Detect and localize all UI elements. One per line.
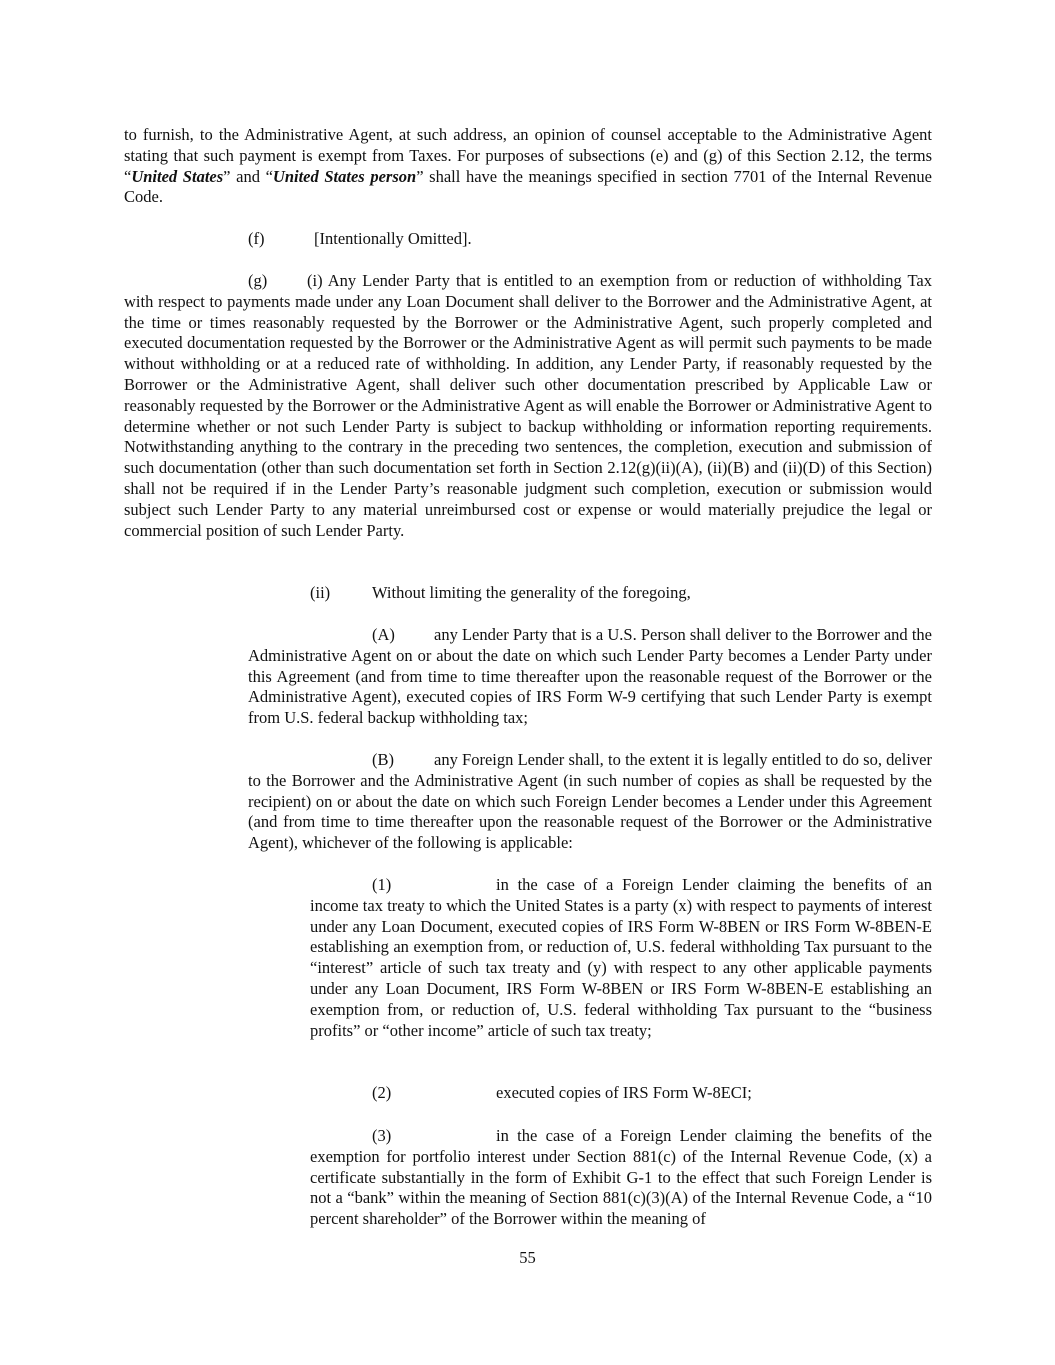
defined-term-united-states-person: United States person: [272, 166, 417, 186]
paragraph-3-label: (3): [372, 1126, 392, 1145]
paragraph-b-text: any Foreign Lender shall, to the extent it is legally entitled to do so, deliver to the Borrower and the Administrative Agent (in such number of copies as shall be requested by the recipient) on or about the date on which such Foreign Lender becomes a Lender under this Agreement (and from time to time thereafter upon the reasonable request of the Borrower or the Administrative Agent), whichever of the following is applicable:: [248, 750, 932, 853]
paragraph-ii: [124, 583, 932, 604]
paragraph-1: [310, 875, 932, 1041]
paragraph-f-label: (f): [248, 229, 265, 248]
paragraph-1-text: in the case of a Foreign Lender claiming the benefits of an income tax treaty to which the United States is a party (x) with respect to payments of interest under any Loan Document, executed copies of IRS Form W-8BEN or IRS Form W-8BEN-E establishing an exemption from, or reduction of, U.S. federal withholding Tax pursuant to the “interest” article of such tax treaty and (y) with respect to any other applicable payments under any Loan Document, IRS Form W-8BEN or IRS Form W-8BEN-E establishing an exemption from, or reduction of, U.S. federal withholding Tax pursuant to the “business profits” or “other income” article of such tax treaty;: [310, 875, 932, 1040]
paragraph-3-text: in the case of a Foreign Lender claiming the benefits of the exemption for portfolio interest under Section 881(c) of the Internal Revenue Code, (x) a certificate substantially in the form of Exhibit G-1 to the effect that such Foreign Lender is not a “bank” within the meaning of Section 881(c)(3)(A) of the Internal Revenue Code, a “10 percent shareholder” of the Borrower within the meaning of: [310, 1126, 932, 1229]
paragraph-2-label: (2): [372, 1083, 392, 1102]
paragraph-g-label: (g): [248, 271, 268, 290]
paragraph-b: [248, 750, 932, 854]
paragraph-g: [124, 271, 932, 541]
paragraph-f-text: [Intentionally Omitted].: [314, 229, 472, 248]
paragraph-intro-text-3: ” shall have the meanings specified in section 7701 of the Internal Revenue Code.: [124, 166, 932, 207]
page-number: 55: [519, 1248, 536, 1267]
paragraph-a-label: (A): [372, 625, 395, 644]
paragraph-1-label: (1): [372, 875, 392, 894]
paragraph-ii-text: Without limiting the generality of the foregoing,: [372, 583, 691, 602]
paragraph-f: [124, 229, 932, 250]
paragraph-a-text: any Lender Party that is a U.S. Person shall deliver to the Borrower and the Administrative Agent on or about the date on which such Lender Party becomes a Lender Party under this Agreement (and from time to time thereafter upon the reasonable request of the Borrower or the Administrative Agent), executed copies of IRS Form W-9 certifying that such Lender Party is exempt from U.S. federal backup withholding tax;: [248, 625, 932, 728]
paragraph-3: [310, 1126, 932, 1230]
paragraph-intro: [124, 125, 932, 208]
paragraph-g-text: (i) Any Lender Party that is entitled to an exemption from or reduction of withholding Tax with respect to payments made under any Loan Document shall deliver to the Borrower and the Administrative Agent, at the time or times reasonably requested by the Borrower or the Administrative Agent, such properly completed and executed documentation requested by the Borrower or the Administrative Agent as will permit such payments to be made without withholding or at a reduced rate of withholding. In addition, any Lender Party, if reasonably requested by the Borrower or the Administrative Agent, shall deliver such other documentation prescribed by Applicable Law or reasonably requested by the Borrower or the Administrative Agent as will enable the Borrower or Administrative Agent to determine whether or not such Lender Party is subject to backup withholding or information reporting requirements. Notwithstanding anything to the contrary in the preceding two sentences, the completion, execution and submission of such documentation (other than such documentation set forth in Section 2.12(g)(ii)(A), (ii)(B) and (ii)(D) of this Section) shall not be required if in the Lender Party’s reasonable judgment such completion, execution or submission would subject such Lender Party to any material unreimbursed cost or expense or would materially prejudice the legal or commercial position of such Lender Party.: [124, 271, 932, 540]
paragraph-b-label: (B): [372, 750, 394, 769]
paragraph-2-text: executed copies of IRS Form W-8ECI;: [496, 1083, 752, 1102]
paragraph-intro-text-1: to furnish, to the Administrative Agent, at such address, an opinion of counsel acceptable to the Administrative Agent stating that such payment is exempt from Taxes. For purposes of subsections (e) and (g) of this Section 2.12, the terms “: [124, 125, 932, 186]
paragraph-intro-text-2: ” and “: [223, 166, 273, 186]
paragraph-a: [248, 625, 932, 729]
paragraph-2: [310, 1083, 932, 1104]
defined-term-united-states: United States: [131, 166, 224, 186]
paragraph-ii-label: (ii): [310, 583, 331, 602]
